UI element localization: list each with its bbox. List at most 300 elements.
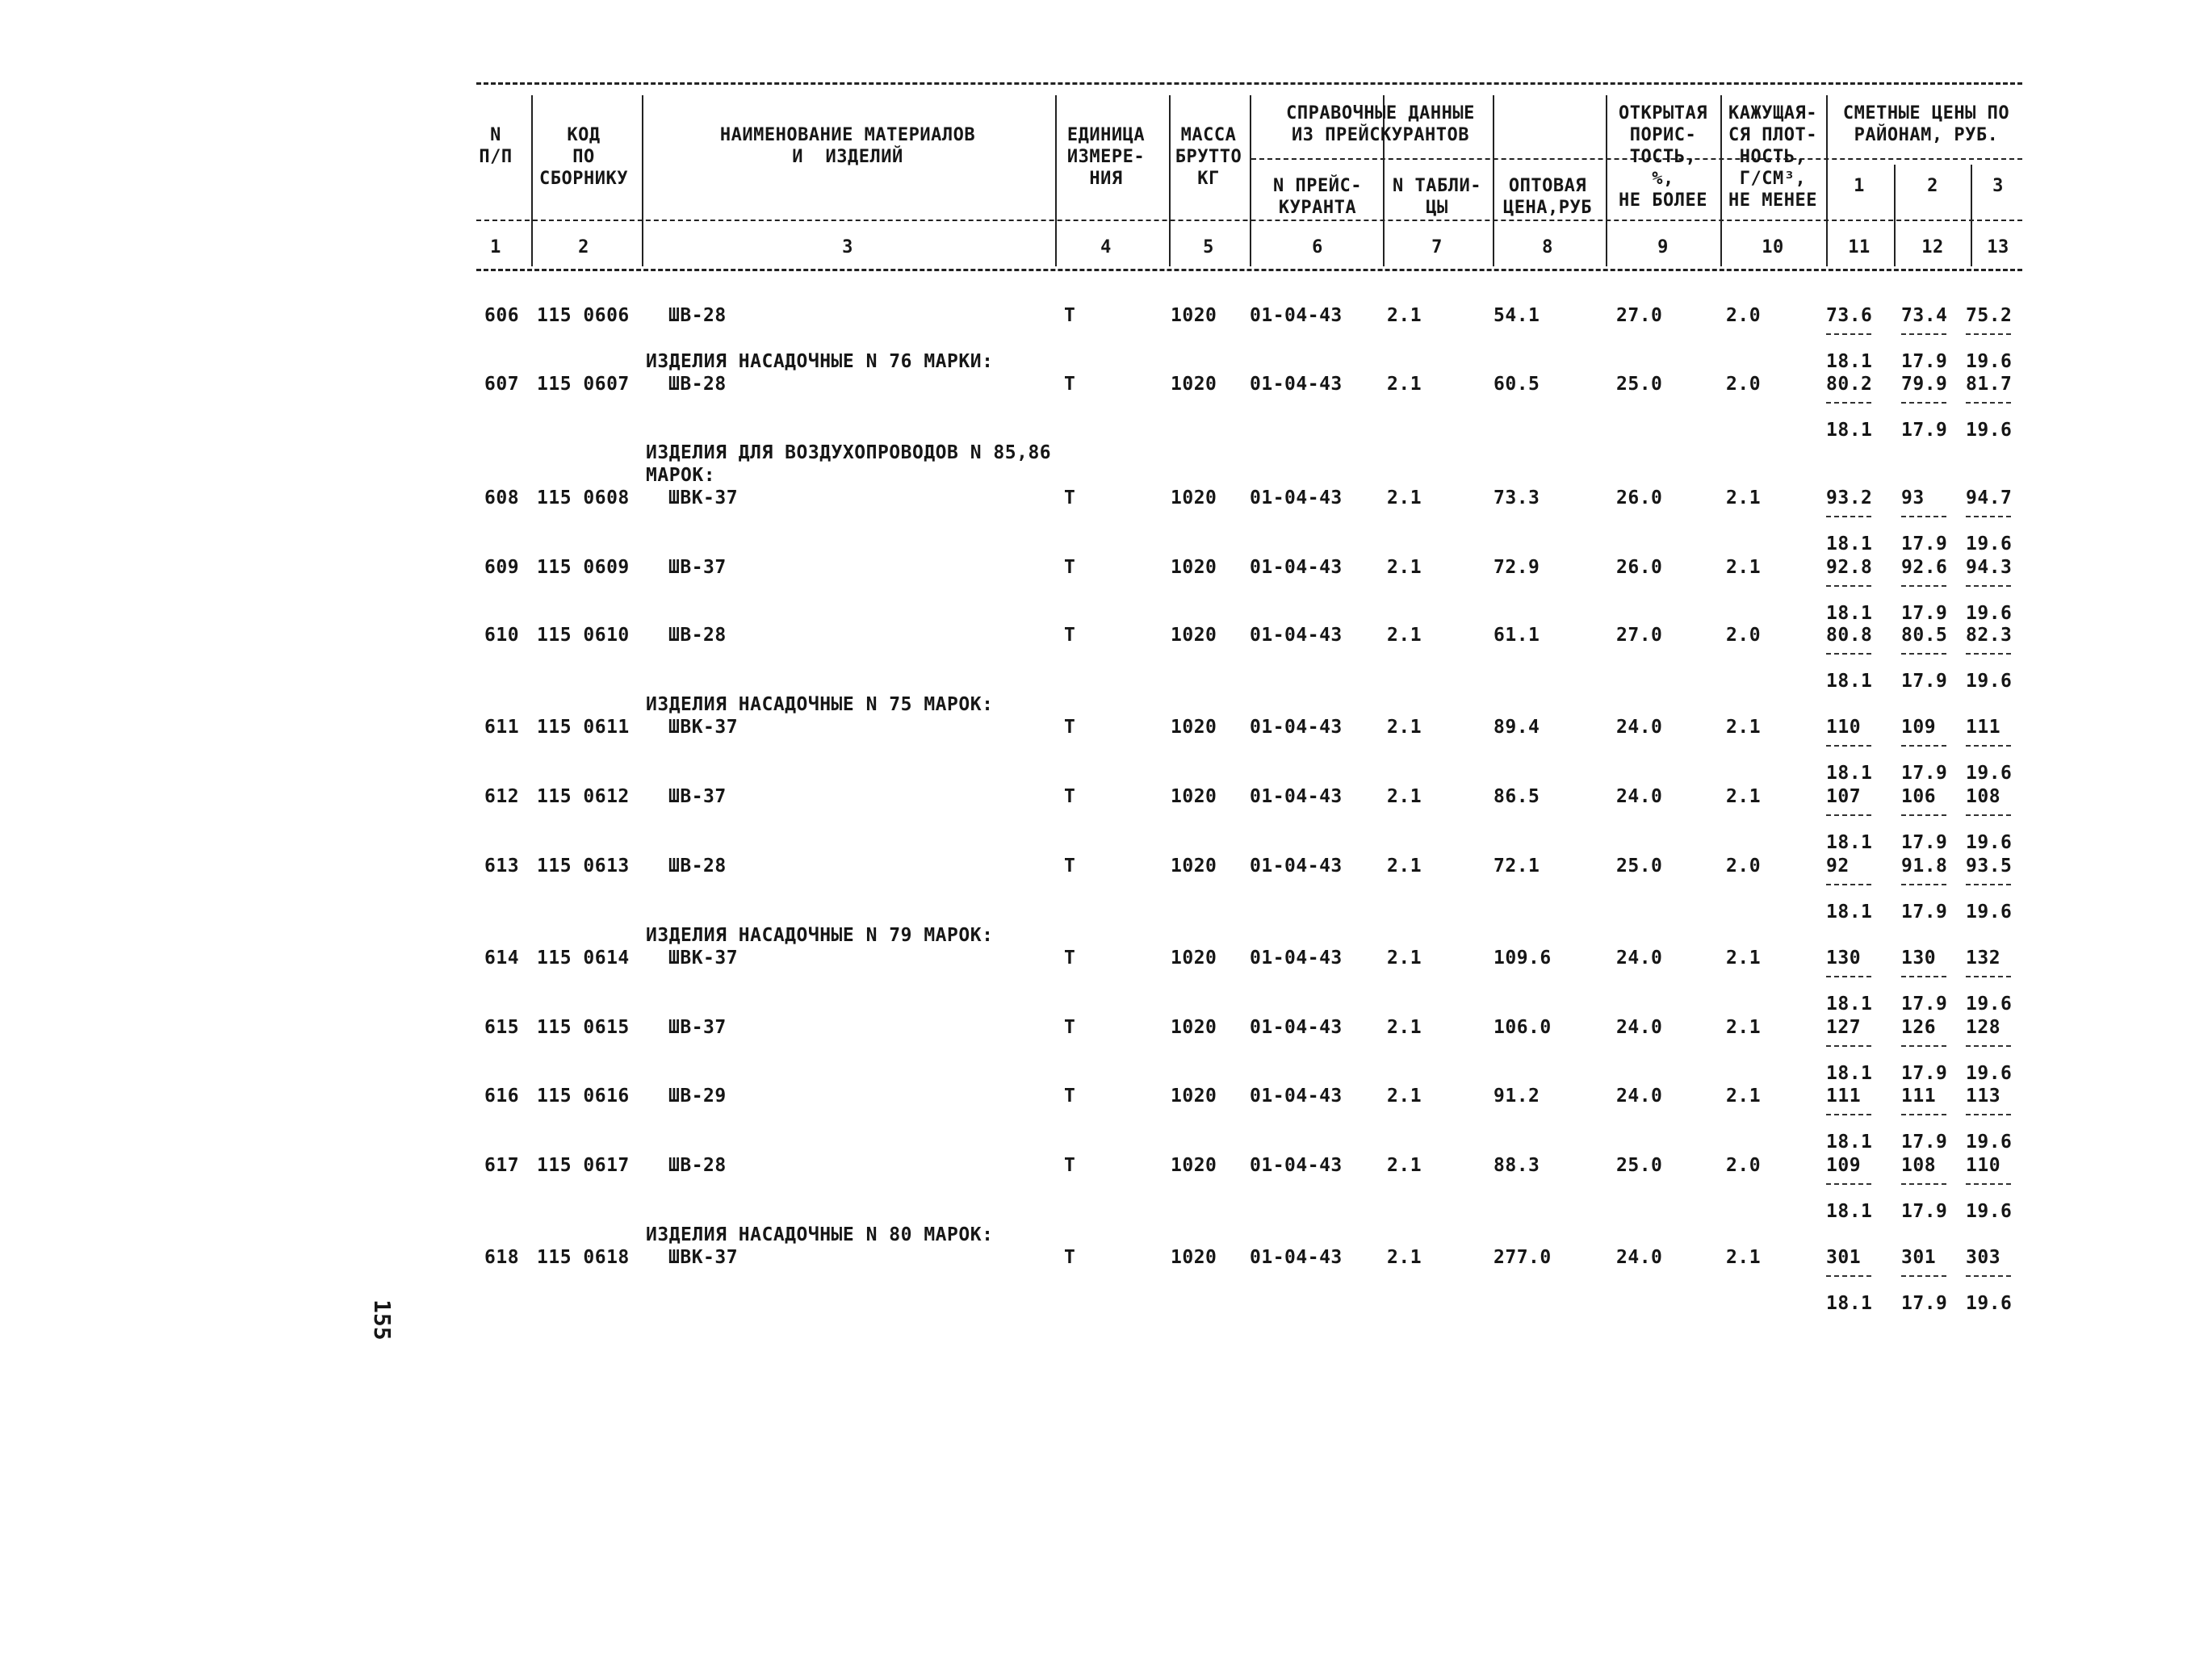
row-table: 2.1 <box>1387 786 1422 807</box>
row-mass: 1020 <box>1171 856 1217 877</box>
row-estimate-2: 126 <box>1901 1017 1937 1038</box>
header-col-10: КАЖУЩАЯ- <box>1728 103 1817 123</box>
row-density: 2.0 <box>1726 1155 1762 1176</box>
page-number: 155 <box>369 1299 396 1341</box>
row-estimate-1: 93.2 <box>1826 487 1873 508</box>
row-subvalue-1: 18.1 <box>1826 603 1873 624</box>
row-unit: Т <box>1064 856 1076 877</box>
estimate-divider <box>1826 585 1871 587</box>
row-subvalue-2: 17.9 <box>1901 534 1948 554</box>
row-density: 2.0 <box>1726 374 1762 395</box>
estimate-divider <box>1901 516 1946 517</box>
row-estimate-2: 111 <box>1901 1086 1937 1107</box>
row-porosity: 26.0 <box>1616 557 1663 578</box>
estimate-divider <box>1966 884 2011 885</box>
row-porosity: 25.0 <box>1616 374 1663 395</box>
estimate-divider <box>1826 1275 1871 1277</box>
row-subvalue-2: 17.9 <box>1901 994 1948 1015</box>
row-estimate-3: 108 <box>1966 786 2001 807</box>
row-density: 2.1 <box>1726 717 1762 738</box>
row-table: 2.1 <box>1387 717 1422 738</box>
row-name: ШВК-37 <box>668 1247 739 1268</box>
column-separator <box>1169 95 1171 266</box>
row-table: 2.1 <box>1387 487 1422 508</box>
row-price: 277.0 <box>1494 1247 1552 1268</box>
row-mass: 1020 <box>1171 1086 1217 1107</box>
row-density: 2.1 <box>1726 1017 1762 1038</box>
row-estimate-1: 80.8 <box>1826 625 1873 646</box>
row-pricelist: 01-04-43 <box>1250 1086 1343 1107</box>
row-subvalue-2: 17.9 <box>1901 1132 1948 1153</box>
row-number: 612 <box>484 786 520 807</box>
estimate-divider <box>1901 884 1946 885</box>
estimate-divider <box>1901 653 1946 655</box>
column-number: 3 <box>842 237 853 257</box>
header-col-3: НАИМЕНОВАНИЕ МАТЕРИАЛОВ <box>719 125 976 145</box>
row-unit: Т <box>1064 1247 1076 1268</box>
row-estimate-1: 110 <box>1826 717 1862 738</box>
row-estimate-2: 91.8 <box>1901 856 1948 877</box>
row-subvalue-1: 18.1 <box>1826 832 1873 853</box>
header-col-2: КОД <box>567 125 601 145</box>
row-estimate-3: 81.7 <box>1966 374 2013 395</box>
row-subvalue-2: 17.9 <box>1901 832 1948 853</box>
estimate-divider <box>1966 585 2011 587</box>
row-estimate-1: 92.8 <box>1826 557 1873 578</box>
row-unit: Т <box>1064 305 1076 326</box>
header-col-10: СЯ ПЛОТ- <box>1728 125 1817 145</box>
group-heading: ИЗДЕЛИЯ НАСАДОЧНЫЕ N 75 МАРОК: <box>646 694 994 715</box>
row-code: 115 0616 <box>537 1086 630 1107</box>
row-estimate-1: 109 <box>1826 1155 1862 1176</box>
column-number: 9 <box>1657 237 1669 257</box>
column-separator <box>531 95 533 266</box>
row-code: 115 0612 <box>537 786 630 807</box>
header-col-2: СБОРНИКУ <box>539 169 628 189</box>
row-estimate-2: 93 <box>1901 487 1925 508</box>
row-code: 115 0611 <box>537 717 630 738</box>
estimate-divider <box>1901 814 1946 816</box>
row-unit: Т <box>1064 1017 1076 1038</box>
estimate-divider <box>1826 745 1871 747</box>
header-col-1: N <box>490 125 501 145</box>
estimate-divider <box>1901 1045 1946 1047</box>
header-col-4: НИЯ <box>1089 169 1123 189</box>
header-col-5: КГ <box>1197 169 1220 189</box>
row-mass: 1020 <box>1171 557 1217 578</box>
row-number: 610 <box>484 625 520 646</box>
row-name: ШВ-37 <box>668 557 727 578</box>
row-pricelist: 01-04-43 <box>1250 1155 1343 1176</box>
row-estimate-1: 130 <box>1826 948 1862 969</box>
header-col-9: %, <box>1652 169 1674 189</box>
estimate-divider <box>1901 1114 1946 1115</box>
row-number: 611 <box>484 717 520 738</box>
pricelist-separator <box>1383 165 1385 211</box>
row-name: ШВК-37 <box>668 717 739 738</box>
row-unit: Т <box>1064 948 1076 969</box>
row-density: 2.0 <box>1726 856 1762 877</box>
row-subvalue-3: 19.6 <box>1966 671 2013 692</box>
group-heading: ИЗДЕЛИЯ ДЛЯ ВОЗДУХОПРОВОДОВ N 85,86 <box>646 442 1052 463</box>
row-subvalue-2: 17.9 <box>1901 1201 1948 1222</box>
row-subvalue-1: 18.1 <box>1826 1132 1873 1153</box>
row-number: 615 <box>484 1017 520 1038</box>
row-table: 2.1 <box>1387 1155 1422 1176</box>
row-density: 2.1 <box>1726 487 1762 508</box>
row-subvalue-3: 19.6 <box>1966 1293 2013 1314</box>
estimate-divider <box>1826 333 1871 335</box>
estimate-divider <box>1826 976 1871 977</box>
column-number: 4 <box>1100 237 1112 257</box>
row-unit: Т <box>1064 557 1076 578</box>
estimate-divider <box>1901 976 1946 977</box>
estimate-divider <box>1966 516 2011 517</box>
row-estimate-2: 301 <box>1901 1247 1937 1268</box>
row-density: 2.1 <box>1726 557 1762 578</box>
header-col-2: ПО <box>572 147 595 167</box>
estimate-divider <box>1826 402 1871 404</box>
row-number: 608 <box>484 487 520 508</box>
row-name: ШВ-28 <box>668 1155 727 1176</box>
row-number: 617 <box>484 1155 520 1176</box>
row-price: 61.1 <box>1494 625 1540 646</box>
column-number: 5 <box>1203 237 1214 257</box>
row-density: 2.1 <box>1726 948 1762 969</box>
row-estimate-3: 132 <box>1966 948 2001 969</box>
row-table: 2.1 <box>1387 374 1422 395</box>
header-col-6: N ПРЕЙС- <box>1273 176 1362 196</box>
row-table: 2.1 <box>1387 557 1422 578</box>
estimate-divider <box>1966 653 2011 655</box>
row-porosity: 27.0 <box>1616 305 1663 326</box>
row-subvalue-2: 17.9 <box>1901 1293 1948 1314</box>
row-estimate-2: 80.5 <box>1901 625 1948 646</box>
header-group-reference: СПРАВОЧНЫЕ ДАННЫЕ <box>1286 103 1475 123</box>
row-code: 115 0608 <box>537 487 630 508</box>
estimate-divider <box>1826 1183 1871 1185</box>
row-subvalue-1: 18.1 <box>1826 1201 1873 1222</box>
row-table: 2.1 <box>1387 1017 1422 1038</box>
row-subvalue-1: 18.1 <box>1826 763 1873 784</box>
row-unit: Т <box>1064 786 1076 807</box>
header-top-rule <box>476 82 2022 85</box>
row-estimate-3: 93.5 <box>1966 856 2013 877</box>
header-bottom-rule <box>476 269 2022 271</box>
row-subvalue-1: 18.1 <box>1826 1293 1873 1314</box>
row-pricelist: 01-04-43 <box>1250 786 1343 807</box>
row-number: 609 <box>484 557 520 578</box>
group-heading: ИЗДЕЛИЯ НАСАДОЧНЫЕ N 79 МАРОК: <box>646 925 994 946</box>
column-number: 7 <box>1431 237 1443 257</box>
row-porosity: 25.0 <box>1616 1155 1663 1176</box>
row-mass: 1020 <box>1171 1155 1217 1176</box>
row-pricelist: 01-04-43 <box>1250 856 1343 877</box>
row-pricelist: 01-04-43 <box>1250 487 1343 508</box>
column-number: 2 <box>578 237 589 257</box>
header-col-7: N ТАБЛИ- <box>1393 176 1481 196</box>
row-estimate-1: 92 <box>1826 856 1850 877</box>
row-code: 115 0613 <box>537 856 630 877</box>
row-pricelist: 01-04-43 <box>1250 557 1343 578</box>
row-estimate-3: 82.3 <box>1966 625 2013 646</box>
estimate-divider <box>1966 814 2011 816</box>
row-porosity: 27.0 <box>1616 625 1663 646</box>
header-col-8: ОПТОВАЯ <box>1508 176 1587 196</box>
column-number: 11 <box>1848 237 1871 257</box>
row-estimate-2: 130 <box>1901 948 1937 969</box>
row-unit: Т <box>1064 717 1076 738</box>
row-table: 2.1 <box>1387 625 1422 646</box>
estimate-divider <box>1901 1183 1946 1185</box>
estimate-divider <box>1966 1114 2011 1115</box>
row-porosity: 25.0 <box>1616 856 1663 877</box>
row-subvalue-3: 19.6 <box>1966 534 2013 554</box>
row-subvalue-3: 19.6 <box>1966 832 2013 853</box>
region-separator <box>1971 165 1972 266</box>
column-separator <box>1250 95 1251 266</box>
row-subvalue-1: 18.1 <box>1826 534 1873 554</box>
row-subvalue-3: 19.6 <box>1966 994 2013 1015</box>
row-table: 2.1 <box>1387 1086 1422 1107</box>
row-number: 613 <box>484 856 520 877</box>
row-unit: Т <box>1064 1086 1076 1107</box>
row-subvalue-2: 17.9 <box>1901 420 1948 441</box>
header-col-4: ЕДИНИЦА <box>1066 125 1146 145</box>
header-col-1: П/П <box>479 147 513 167</box>
header-col-9: ОТКРЫТАЯ <box>1619 103 1707 123</box>
row-mass: 1020 <box>1171 948 1217 969</box>
row-subvalue-1: 18.1 <box>1826 420 1873 441</box>
row-price: 106.0 <box>1494 1017 1552 1038</box>
row-mass: 1020 <box>1171 487 1217 508</box>
estimate-divider <box>1901 745 1946 747</box>
row-subvalue-2: 17.9 <box>1901 1063 1948 1084</box>
row-estimate-1: 80.2 <box>1826 374 1873 395</box>
column-number: 12 <box>1921 237 1944 257</box>
header-group-reference: ИЗ ПРЕЙСКУРАНТОВ <box>1292 125 1469 145</box>
row-name: ШВК-37 <box>668 948 739 969</box>
row-estimate-3: 128 <box>1966 1017 2001 1038</box>
row-code: 115 0614 <box>537 948 630 969</box>
row-price: 86.5 <box>1494 786 1540 807</box>
row-unit: Т <box>1064 487 1076 508</box>
row-code: 115 0617 <box>537 1155 630 1176</box>
row-mass: 1020 <box>1171 1247 1217 1268</box>
row-number: 607 <box>484 374 520 395</box>
row-code: 115 0607 <box>537 374 630 395</box>
row-subvalue-3: 19.6 <box>1966 1201 2013 1222</box>
header-group-estimate: РАЙОНАМ, РУБ. <box>1854 125 1999 145</box>
estimate-divider <box>1826 884 1871 885</box>
header-col-5: БРУТТО <box>1175 147 1242 167</box>
estimate-divider <box>1901 333 1946 335</box>
row-name: ШВ-29 <box>668 1086 727 1107</box>
row-porosity: 24.0 <box>1616 1086 1663 1107</box>
row-estimate-2: 106 <box>1901 786 1937 807</box>
column-number: 8 <box>1542 237 1553 257</box>
row-number: 616 <box>484 1086 520 1107</box>
estimate-divider <box>1966 745 2011 747</box>
row-pricelist: 01-04-43 <box>1250 1017 1343 1038</box>
column-number: 6 <box>1312 237 1323 257</box>
row-mass: 1020 <box>1171 717 1217 738</box>
column-separator <box>1055 95 1057 266</box>
row-subvalue-2: 17.9 <box>1901 603 1948 624</box>
row-estimate-2: 108 <box>1901 1155 1937 1176</box>
row-estimate-2: 109 <box>1901 717 1937 738</box>
row-name: ШВ-37 <box>668 1017 727 1038</box>
row-pricelist: 01-04-43 <box>1250 374 1343 395</box>
row-subvalue-2: 17.9 <box>1901 351 1948 372</box>
row-estimate-3: 303 <box>1966 1247 2001 1268</box>
estimate-divider <box>1826 814 1871 816</box>
row-porosity: 24.0 <box>1616 1247 1663 1268</box>
row-subvalue-3: 19.6 <box>1966 603 2013 624</box>
header-region-label: 1 <box>1854 176 1865 196</box>
row-subvalue-1: 18.1 <box>1826 902 1873 923</box>
column-separator <box>642 95 643 266</box>
estimate-divider <box>1901 585 1946 587</box>
header-col-10: НОСТЬ, <box>1739 147 1807 167</box>
row-pricelist: 01-04-43 <box>1250 625 1343 646</box>
row-price: 72.9 <box>1494 557 1540 578</box>
estimate-divider <box>1826 1045 1871 1047</box>
row-porosity: 24.0 <box>1616 786 1663 807</box>
row-estimate-3: 94.3 <box>1966 557 2013 578</box>
row-table: 2.1 <box>1387 948 1422 969</box>
column-separator <box>1606 95 1607 266</box>
estimate-divider <box>1826 516 1871 517</box>
row-unit: Т <box>1064 374 1076 395</box>
estimate-divider <box>1966 402 2011 404</box>
row-name: ШВ-28 <box>668 305 727 326</box>
row-price: 109.6 <box>1494 948 1552 969</box>
row-density: 2.0 <box>1726 305 1762 326</box>
row-subvalue-2: 17.9 <box>1901 763 1948 784</box>
row-subvalue-1: 18.1 <box>1826 1063 1873 1084</box>
estimate-divider <box>1966 976 2011 977</box>
row-table: 2.1 <box>1387 856 1422 877</box>
row-subvalue-1: 18.1 <box>1826 994 1873 1015</box>
row-name: ШВ-28 <box>668 625 727 646</box>
row-name: ШВК-37 <box>668 487 739 508</box>
column-number: 10 <box>1762 237 1784 257</box>
row-estimate-2: 73.4 <box>1901 305 1948 326</box>
estimate-divider <box>1966 1275 2011 1277</box>
estimate-divider <box>1901 1275 1946 1277</box>
row-number: 618 <box>484 1247 520 1268</box>
row-subvalue-3: 19.6 <box>1966 420 2013 441</box>
row-mass: 1020 <box>1171 625 1217 646</box>
row-subvalue-3: 19.6 <box>1966 1063 2013 1084</box>
row-subvalue-3: 19.6 <box>1966 1132 2013 1153</box>
row-estimate-3: 94.7 <box>1966 487 2013 508</box>
row-code: 115 0609 <box>537 557 630 578</box>
row-subvalue-3: 19.6 <box>1966 902 2013 923</box>
column-separator <box>1493 95 1494 266</box>
row-density: 2.1 <box>1726 1086 1762 1107</box>
column-number: 1 <box>490 237 501 257</box>
row-estimate-3: 113 <box>1966 1086 2001 1107</box>
row-number: 606 <box>484 305 520 326</box>
column-number: 13 <box>1987 237 2009 257</box>
row-price: 72.1 <box>1494 856 1540 877</box>
row-porosity: 24.0 <box>1616 1017 1663 1038</box>
row-estimate-1: 127 <box>1826 1017 1862 1038</box>
row-density: 2.0 <box>1726 625 1762 646</box>
row-code: 115 0610 <box>537 625 630 646</box>
header-col-7: ЦЫ <box>1426 198 1448 218</box>
row-code: 115 0618 <box>537 1247 630 1268</box>
column-separator <box>1826 95 1828 266</box>
row-pricelist: 01-04-43 <box>1250 717 1343 738</box>
row-price: 91.2 <box>1494 1086 1540 1107</box>
header-col-8: ЦЕНА,РУБ <box>1503 198 1592 218</box>
estimate-divider <box>1966 333 2011 335</box>
group-heading: ИЗДЕЛИЯ НАСАДОЧНЫЕ N 76 МАРКИ: <box>646 351 994 372</box>
row-table: 2.1 <box>1387 1247 1422 1268</box>
row-mass: 1020 <box>1171 374 1217 395</box>
row-pricelist: 01-04-43 <box>1250 1247 1343 1268</box>
header-col-9: НЕ БОЛЕЕ <box>1619 190 1707 211</box>
header-col-6: КУРАНТА <box>1278 198 1357 218</box>
row-mass: 1020 <box>1171 1017 1217 1038</box>
row-subvalue-3: 19.6 <box>1966 351 2013 372</box>
header-col-10: Г/СМ³, <box>1739 169 1807 189</box>
row-code: 115 0615 <box>537 1017 630 1038</box>
row-name: ШВ-37 <box>668 786 727 807</box>
estimate-divider <box>1966 1183 2011 1185</box>
header-col-5: МАССА <box>1180 125 1237 145</box>
row-estimate-3: 111 <box>1966 717 2001 738</box>
row-porosity: 24.0 <box>1616 717 1663 738</box>
group-heading: ИЗДЕЛИЯ НАСАДОЧНЫЕ N 80 МАРОК: <box>646 1224 994 1245</box>
row-unit: Т <box>1064 625 1076 646</box>
row-porosity: 24.0 <box>1616 948 1663 969</box>
header-col-10: НЕ МЕНЕЕ <box>1728 190 1817 211</box>
header-col-9: ПОРИС- <box>1629 125 1697 145</box>
header-region-label: 3 <box>1992 176 2004 196</box>
row-estimate-3: 110 <box>1966 1155 2001 1176</box>
row-mass: 1020 <box>1171 786 1217 807</box>
row-density: 2.1 <box>1726 1247 1762 1268</box>
row-pricelist: 01-04-43 <box>1250 305 1343 326</box>
row-estimate-2: 92.6 <box>1901 557 1948 578</box>
group-heading: МАРОК: <box>646 465 716 486</box>
column-separator <box>1720 95 1722 266</box>
row-subvalue-2: 17.9 <box>1901 902 1948 923</box>
row-price: 89.4 <box>1494 717 1540 738</box>
row-pricelist: 01-04-43 <box>1250 948 1343 969</box>
header-col-9: ТОСТЬ, <box>1629 147 1697 167</box>
row-estimate-1: 301 <box>1826 1247 1862 1268</box>
row-subvalue-1: 18.1 <box>1826 671 1873 692</box>
row-price: 60.5 <box>1494 374 1540 395</box>
row-estimate-3: 75.2 <box>1966 305 2013 326</box>
estimate-divider <box>1966 1045 2011 1047</box>
row-code: 115 0606 <box>537 305 630 326</box>
row-estimate-1: 73.6 <box>1826 305 1873 326</box>
row-estimate-1: 111 <box>1826 1086 1862 1107</box>
row-estimate-2: 79.9 <box>1901 374 1948 395</box>
row-density: 2.1 <box>1726 786 1762 807</box>
header-group-estimate: СМЕТНЫЕ ЦЕНЫ ПО <box>1842 103 2010 123</box>
row-table: 2.1 <box>1387 305 1422 326</box>
row-estimate-1: 107 <box>1826 786 1862 807</box>
row-subvalue-3: 19.6 <box>1966 763 2013 784</box>
row-price: 73.3 <box>1494 487 1540 508</box>
